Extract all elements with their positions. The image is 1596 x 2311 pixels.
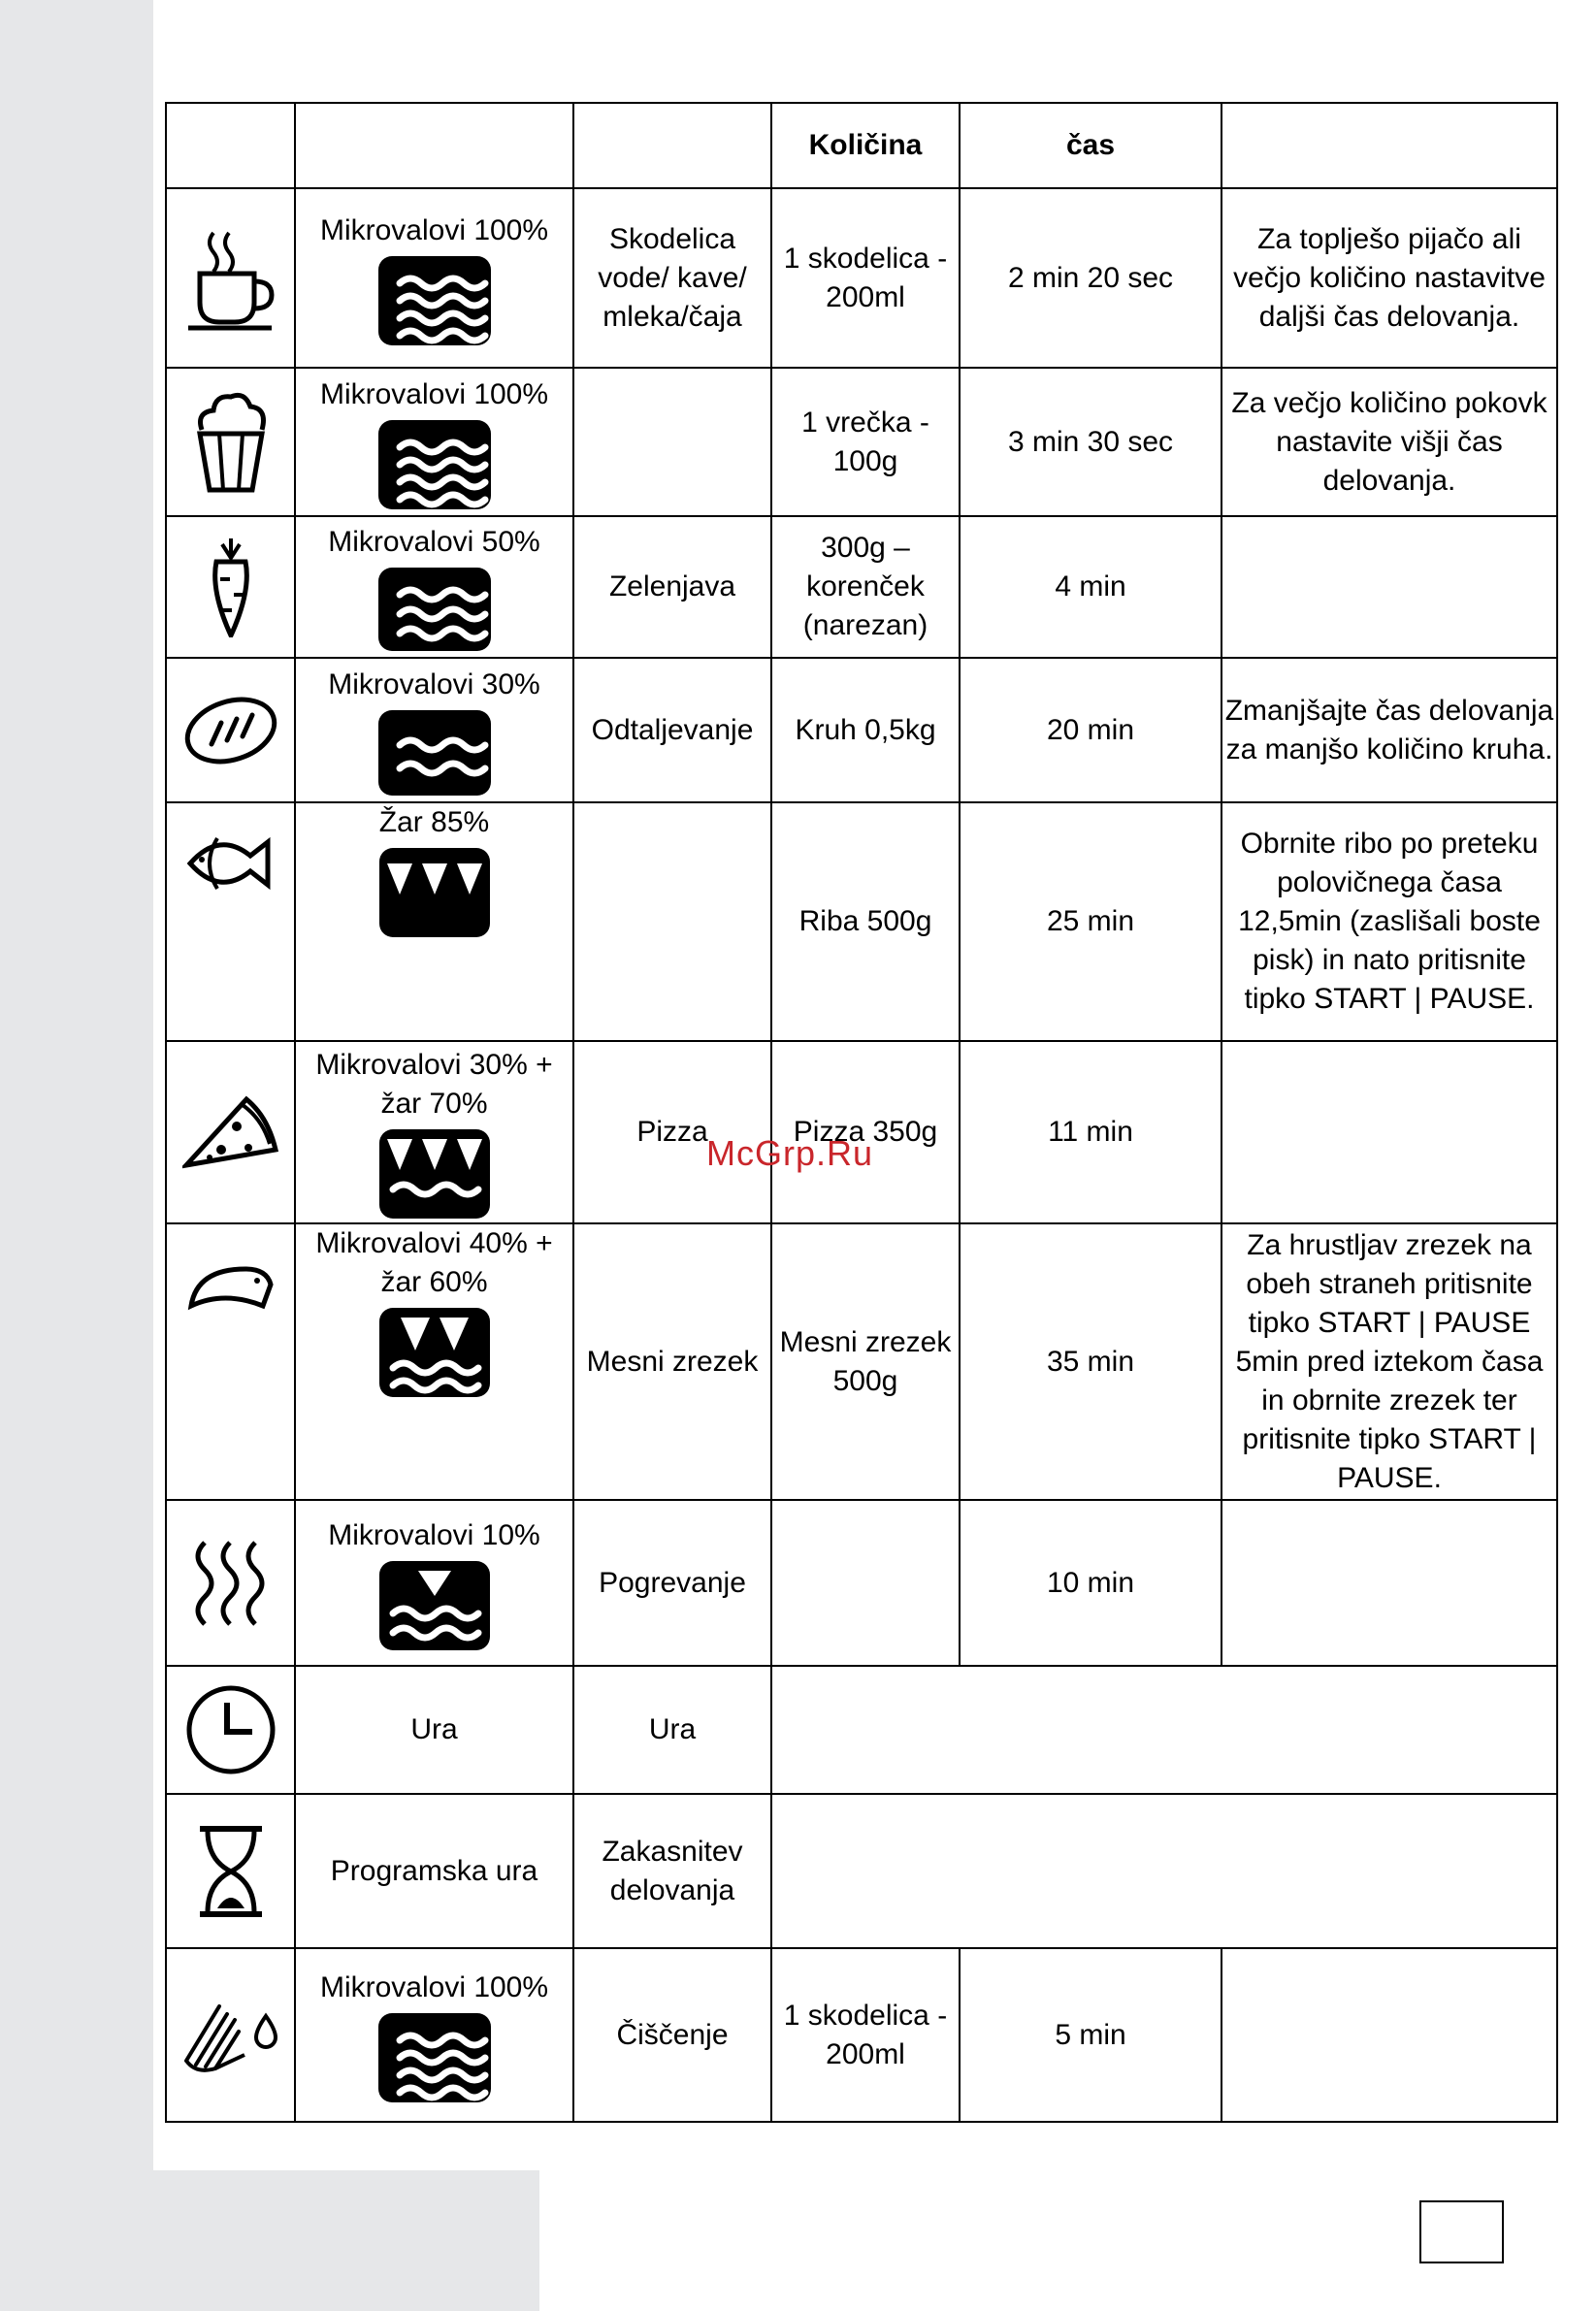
table-header-row xyxy=(166,103,1557,188)
table-row xyxy=(166,658,1557,802)
row-quantity-cell: Kruh 0,5kg xyxy=(771,658,960,802)
mode-label: Mikrovalovi 30% xyxy=(328,667,540,700)
clock-icon xyxy=(184,1683,277,1776)
row-note-cell xyxy=(1221,516,1557,658)
grill-mode-icon xyxy=(379,848,490,937)
mode-label: Žar 85% xyxy=(378,806,490,838)
cleaning-hand-icon xyxy=(182,1997,279,2074)
row-food-cell: Zelenjava xyxy=(573,516,771,658)
mode-label: Mikrovalovi 10% xyxy=(328,1518,540,1551)
row-quantity-cell: 1 skodelica - 200ml xyxy=(771,188,960,368)
watermark-text: McGrp.Ru xyxy=(706,1133,874,1173)
row-mode-cell xyxy=(295,188,573,368)
microwave-mode-icon xyxy=(378,710,491,796)
row-mode-cell xyxy=(295,658,573,802)
mode-label: Mikrovalovi 100% xyxy=(319,1970,549,2003)
header-quantity: Količina xyxy=(771,103,960,188)
table-row xyxy=(166,1948,1557,2122)
row-icon-cell xyxy=(166,1794,295,1948)
page-number-box xyxy=(1419,2200,1504,2263)
mode-label: Mikrovalovi 50% xyxy=(328,526,540,558)
row-quantity-cell xyxy=(771,1500,960,1666)
table-row xyxy=(166,1500,1557,1666)
table-row xyxy=(166,1794,1557,1948)
row-empty-merged-cell xyxy=(771,1794,1557,1948)
steak-icon xyxy=(185,1259,277,1318)
mode-label: Mikrovalovi 30% + žar 70% xyxy=(315,1049,553,1120)
row-food-cell: Zakasnitev delovanja xyxy=(573,1794,771,1948)
row-icon-cell xyxy=(166,1223,295,1500)
row-note-cell: Zmanjšajte čas delovanja za manjšo količino kruha. xyxy=(1221,658,1557,802)
row-food-cell: Pizza xyxy=(573,1041,771,1223)
row-mode-cell xyxy=(295,1041,573,1223)
header-cell-empty xyxy=(573,103,771,188)
row-food-cell: Čiščenje xyxy=(573,1948,771,2122)
row-icon-cell xyxy=(166,1666,295,1794)
table-row xyxy=(166,188,1557,368)
carrot-icon xyxy=(207,537,255,637)
popcorn-icon xyxy=(194,391,268,494)
row-note-cell xyxy=(1221,1500,1557,1666)
row-time-cell: 2 min 20 sec xyxy=(960,188,1221,368)
row-icon-cell xyxy=(166,188,295,368)
mode-label: Mikrovalovi 40% + žar 60% xyxy=(315,1227,553,1298)
microwave-mode-icon xyxy=(378,2013,491,2102)
header-cell-empty xyxy=(295,103,573,188)
row-food-cell: Pogrevanje xyxy=(573,1500,771,1666)
header-cell-empty xyxy=(166,103,295,188)
row-note-cell: Za večjo količino pokovk nastavite višji čas delovanja. xyxy=(1221,368,1557,516)
row-mode-cell: Ura xyxy=(295,1666,573,1794)
hourglass-icon xyxy=(194,1825,268,1918)
microwave-grill-mode-icon xyxy=(379,1308,490,1397)
program-table xyxy=(165,102,1558,2123)
row-time-cell: 35 min xyxy=(960,1223,1221,1500)
table-row xyxy=(166,368,1557,516)
pizza-icon xyxy=(182,1093,279,1171)
row-note-cell xyxy=(1221,1948,1557,2122)
row-food-cell: Skodelica vode/ kave/ mleka/čaja xyxy=(573,188,771,368)
row-time-cell: 5 min xyxy=(960,1948,1221,2122)
page-margin-bottom-left xyxy=(0,2170,539,2311)
table-row xyxy=(166,516,1557,658)
row-mode-cell xyxy=(295,1948,573,2122)
header-time: čas xyxy=(960,103,1221,188)
row-icon-cell xyxy=(166,1500,295,1666)
row-icon-cell xyxy=(166,1041,295,1223)
row-mode-cell: Programska ura xyxy=(295,1794,573,1948)
microwave-grill-mode-icon xyxy=(379,1129,490,1219)
table-row xyxy=(166,1223,1557,1500)
row-mode-cell xyxy=(295,802,573,1041)
row-quantity-cell: 1 vrečka - 100g xyxy=(771,368,960,516)
row-quantity-cell: 300g – korenček (narezan) xyxy=(771,516,960,658)
row-icon-cell xyxy=(166,1948,295,2122)
row-time-cell: 4 min xyxy=(960,516,1221,658)
row-note-cell: Obrnite ribo po preteku polovičnega časa 12,5min (zaslišali boste pisk) in nato pritisnite tipko START | PAUSE. xyxy=(1221,802,1557,1041)
heat-waves-icon xyxy=(189,1537,273,1630)
row-note-cell xyxy=(1221,1041,1557,1223)
row-empty-merged-cell xyxy=(771,1666,1557,1794)
row-icon-cell xyxy=(166,658,295,802)
mode-label: Mikrovalovi 100% xyxy=(319,213,549,246)
row-icon-cell xyxy=(166,802,295,1041)
row-time-cell: 11 min xyxy=(960,1041,1221,1223)
row-food-cell xyxy=(573,802,771,1041)
row-food-cell: Mesni zrezek xyxy=(573,1223,771,1500)
row-quantity-cell: Riba 500g xyxy=(771,802,960,1041)
row-quantity-cell: Mesni zrezek 500g xyxy=(771,1223,960,1500)
table-row xyxy=(166,1666,1557,1794)
row-icon-cell xyxy=(166,516,295,658)
row-food-cell: Ura xyxy=(573,1666,771,1794)
row-time-cell: 10 min xyxy=(960,1500,1221,1666)
row-mode-cell xyxy=(295,1500,573,1666)
row-note-cell: Za toplješo pijačo ali večjo količino nastavitve daljši čas delovanja. xyxy=(1221,188,1557,368)
row-food-cell xyxy=(573,368,771,516)
microwave-mode-icon xyxy=(378,568,491,651)
fish-icon xyxy=(184,830,277,898)
coffee-cup-icon xyxy=(184,225,277,332)
microwave-reheat-mode-icon xyxy=(379,1561,490,1650)
row-mode-cell xyxy=(295,1223,573,1500)
row-icon-cell xyxy=(166,368,295,516)
row-note-cell: Za hrustljav zrezek na obeh straneh pritisnite tipko START | PAUSE 5min pred iztekom časa in obrnite zrezek ter pritisnite tipko START | PAUSE. xyxy=(1221,1223,1557,1500)
row-time-cell: 25 min xyxy=(960,802,1221,1041)
row-quantity-cell: Pizza 350g xyxy=(771,1041,960,1223)
microwave-mode-icon xyxy=(378,256,491,345)
bread-icon xyxy=(182,692,279,769)
row-mode-cell xyxy=(295,516,573,658)
row-food-cell: Odtaljevanje xyxy=(573,658,771,802)
row-time-cell: 3 min 30 sec xyxy=(960,368,1221,516)
header-cell-empty xyxy=(1221,103,1557,188)
table-row xyxy=(166,802,1557,1041)
row-quantity-cell: 1 skodelica - 200ml xyxy=(771,1948,960,2122)
row-mode-cell xyxy=(295,368,573,516)
mode-label: Mikrovalovi 100% xyxy=(319,377,549,410)
microwave-mode-icon xyxy=(378,420,491,509)
table-row xyxy=(166,1041,1557,1223)
row-time-cell: 20 min xyxy=(960,658,1221,802)
